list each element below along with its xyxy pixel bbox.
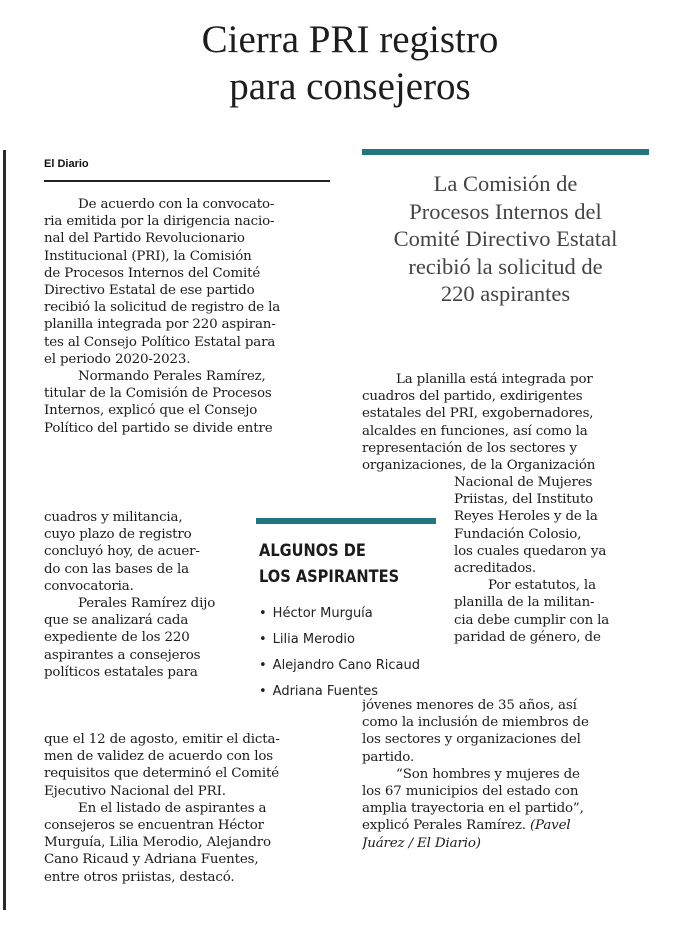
- text-line: Priistas, del Instituto: [454, 492, 594, 508]
- text-line: el periodo 2020-2023.: [44, 351, 191, 367]
- aspirants-list: [259, 601, 439, 705]
- text-line: Por estatutos, la: [488, 578, 596, 594]
- text-line: planilla integrada por 220 aspiran-: [44, 317, 276, 333]
- article-column-1-narrow: [44, 509, 244, 681]
- text-line: convocatoria.: [44, 578, 134, 594]
- text-line: expediente de los 220: [44, 630, 190, 646]
- headline-line: Cierra PRI registro: [201, 18, 499, 61]
- text-line: men de validez de acuerdo con los: [44, 749, 273, 765]
- text-line: cia debe cumplir con la: [454, 612, 610, 628]
- text-line: Institucional (PRI), la Comisión: [44, 248, 252, 264]
- text-line: jóvenes menores de 35 años, así: [362, 698, 577, 713]
- text-line: recibió la solicitud de registro de la: [44, 300, 281, 316]
- text-line: cuyo plazo de registro: [44, 527, 192, 543]
- aspirants-box-accent-bar: [256, 518, 436, 524]
- text-line: entre otros priistas, destacó.: [44, 869, 235, 885]
- text-line: Normando Perales Ramírez,: [78, 369, 266, 385]
- text-line: tes al Consejo Político Estatal para: [44, 334, 276, 350]
- text-line: políticos estatales para: [44, 664, 198, 680]
- text-line: los cuales quedaron ya: [454, 543, 607, 559]
- text-line: los 67 municipios del estado con: [362, 784, 579, 800]
- text-line: Político del partido se divide entre: [44, 420, 273, 436]
- deck-accent-bar: [362, 149, 649, 155]
- text-line: requisitos que determinó el Comité: [44, 766, 279, 782]
- text-line: Directivo Estatal de ese partido: [44, 283, 255, 299]
- deck-line: Procesos Internos del: [409, 198, 602, 224]
- aspirant-item: • Lilia Merodio: [259, 627, 439, 653]
- headline-line: para consejeros: [229, 65, 471, 108]
- text-line: ria emitida por la dirigencia nacio-: [44, 214, 275, 230]
- text-line: titular de la Comisión de Procesos: [44, 386, 272, 402]
- deck-line: 220 aspirantes: [440, 281, 571, 306]
- signature-line: Juárez / El Diario): [362, 835, 481, 851]
- box-title-line: ALGUNOS DE: [259, 541, 366, 561]
- deck-subheadline: [362, 170, 649, 308]
- article-column-1-bottom: [44, 731, 334, 886]
- box-title-line: LOS ASPIRANTES: [259, 567, 400, 587]
- aspirants-box-title: [259, 538, 414, 590]
- text-line: Reyes Heroles y de la: [454, 509, 598, 525]
- text-line: amplia trayectoria en el partido”,: [362, 801, 584, 817]
- text-line: organizaciones, de la Organización: [362, 458, 596, 474]
- article-column-1-top: [44, 196, 332, 437]
- text-line: cuadros del partido, exdirigentes: [362, 389, 583, 405]
- text-line: paridad de género, de: [454, 629, 601, 645]
- text-line: Ejecutivo Nacional del PRI.: [44, 783, 226, 799]
- text-line: como la inclusión de miembros de: [362, 715, 589, 731]
- text-line: estatales del PRI, exgobernadores,: [362, 406, 594, 422]
- text-line: de Procesos Internos del Comité: [44, 265, 261, 281]
- text-line: acreditados.: [454, 561, 536, 577]
- text-line: que el 12 de agosto, emitir el dicta-: [44, 732, 280, 747]
- aspirant-item: • Adriana Fuentes: [259, 679, 439, 705]
- text-line: do con las bases de la: [44, 561, 189, 577]
- signature-fragment: (Pavel: [529, 818, 571, 834]
- text-line: Murguía, Lilia Merodio, Alejandro: [44, 835, 271, 851]
- text-line: aspirantes a consejeros: [44, 647, 201, 663]
- text-line: “Son hombres y mujeres de: [396, 766, 580, 782]
- text-line: Fundación Colosio,: [454, 526, 582, 542]
- article-column-2-top: [362, 371, 654, 474]
- text-line: [362, 817, 654, 834]
- left-column-rule: [3, 150, 6, 910]
- text-line: En el listado de aspirantes a: [78, 800, 267, 816]
- text-line: De acuerdo con la convocato-: [78, 197, 275, 212]
- text-line: cuadros y militancia,: [44, 510, 183, 525]
- deck-line: recibió la solicitud de: [408, 253, 603, 279]
- text-line: Cano Ricaud y Adriana Fuentes,: [44, 852, 259, 868]
- text-line: alcaldes en funciones, así como la: [362, 423, 588, 439]
- deck-line: Comité Directivo Estatal: [393, 226, 618, 251]
- article-column-2-bottom: [362, 697, 654, 852]
- text-line: La planilla está integrada por: [396, 372, 593, 387]
- text-line: Internos, explicó que el Consejo: [44, 403, 258, 419]
- article-column-2-narrow: [454, 474, 652, 646]
- text-line: concluyó hoy, de acuer-: [44, 544, 200, 560]
- text-line: Perales Ramírez dijo: [78, 596, 216, 612]
- text-line: Nacional de Mujeres: [454, 475, 593, 490]
- text-line: los sectores y organizaciones del: [362, 732, 581, 748]
- deck-line: La Comisión de: [433, 171, 578, 196]
- byline-rule: [44, 180, 330, 182]
- byline-credit: El Diario: [44, 158, 89, 170]
- text-line: nal del Partido Revolucionario: [44, 231, 245, 247]
- aspirant-item: • Alejandro Cano Ricaud: [259, 653, 439, 679]
- headline: [0, 16, 700, 110]
- text-line: planilla de la militan-: [454, 595, 595, 611]
- text-line: partido.: [362, 749, 415, 765]
- aspirant-item: • Héctor Murguía: [259, 601, 439, 627]
- text-fragment: explicó Perales Ramírez.: [362, 818, 526, 834]
- text-line: que se analizará cada: [44, 613, 189, 629]
- text-line: representación de los sectores y: [362, 440, 577, 456]
- text-line: consejeros se encuentran Héctor: [44, 818, 264, 834]
